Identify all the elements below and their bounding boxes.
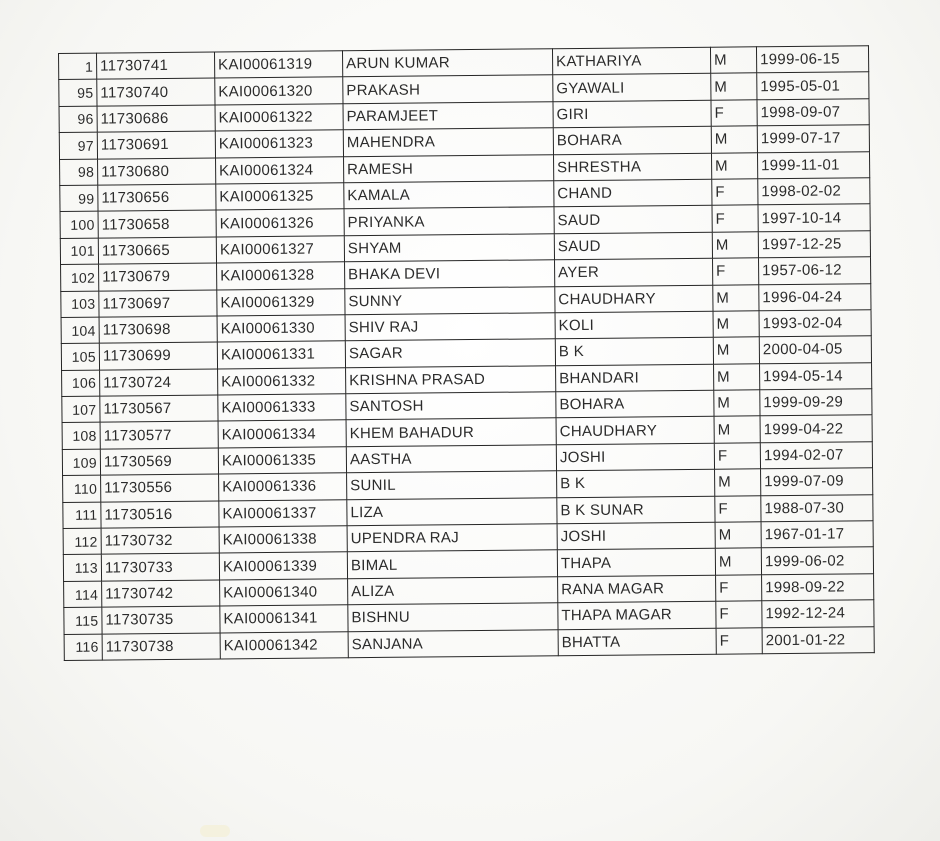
registration-number-cell: KAI00061341 — [220, 605, 348, 633]
roll-number-cell: 11730740 — [97, 78, 215, 106]
gender-cell: F — [712, 179, 758, 206]
gender-cell: M — [713, 284, 759, 311]
last-name-cell: BHANDARI — [556, 364, 714, 392]
registration-number-cell: KAI00061324 — [216, 156, 344, 184]
date-of-birth-cell: 1967-01-17 — [761, 521, 873, 548]
gender-cell: F — [716, 601, 762, 628]
first-name-cell: SUNNY — [345, 286, 555, 314]
last-name-cell: B K — [557, 469, 715, 497]
last-name-cell: AYER — [555, 258, 713, 286]
roll-number-cell: 11730679 — [99, 263, 217, 291]
serial-number-cell: 101 — [60, 238, 98, 265]
roll-number-cell: 11730697 — [99, 290, 217, 318]
serial-number-cell: 99 — [60, 185, 98, 212]
serial-number-cell: 109 — [62, 449, 100, 476]
last-name-cell: SHRESTHA — [553, 153, 711, 181]
date-of-birth-cell: 1998-09-07 — [757, 98, 869, 125]
gender-cell: F — [716, 627, 762, 654]
serial-number-cell: 105 — [61, 343, 99, 370]
serial-number-cell: 103 — [61, 291, 99, 318]
student-roll-table — [58, 45, 875, 661]
first-name-cell: UPENDRA RAJ — [347, 524, 557, 552]
date-of-birth-cell: 1995-05-01 — [757, 72, 869, 99]
date-of-birth-cell: 1997-12-25 — [758, 230, 870, 257]
first-name-cell: LIZA — [347, 497, 557, 525]
date-of-birth-cell: 1999-07-17 — [757, 125, 869, 152]
serial-number-cell: 96 — [59, 106, 97, 133]
first-name-cell: ALIZA — [348, 577, 558, 605]
last-name-cell: B K SUNAR — [557, 496, 715, 524]
registration-number-cell: KAI00061340 — [220, 579, 348, 607]
roll-number-cell: 11730686 — [97, 105, 215, 133]
first-name-cell: SHIV RAJ — [345, 313, 555, 341]
roll-number-cell: 11730567 — [100, 395, 218, 423]
date-of-birth-cell: 1997-10-14 — [758, 204, 870, 231]
roll-number-cell: 11730577 — [100, 421, 218, 449]
roll-list-sheet — [58, 45, 874, 661]
last-name-cell: JOSHI — [557, 522, 715, 550]
gender-cell: F — [715, 495, 761, 522]
last-name-cell: SAUD — [554, 232, 712, 260]
roll-number-cell: 11730741 — [97, 52, 215, 80]
serial-number-cell: 98 — [60, 159, 98, 186]
gender-cell: M — [714, 416, 760, 443]
roll-number-cell: 11730735 — [102, 606, 220, 634]
last-name-cell: GYAWALI — [553, 74, 711, 102]
serial-number-cell: 110 — [63, 475, 101, 502]
date-of-birth-cell: 1999-09-29 — [760, 389, 872, 416]
gender-cell: F — [713, 258, 759, 285]
first-name-cell: RAMESH — [344, 154, 554, 182]
registration-number-cell: KAI00061333 — [218, 394, 346, 422]
serial-number-cell: 116 — [64, 634, 102, 661]
registration-number-cell: KAI00061334 — [218, 420, 346, 448]
registration-number-cell: KAI00061327 — [216, 235, 344, 263]
gender-cell: M — [711, 126, 757, 153]
date-of-birth-cell: 1957-06-12 — [758, 257, 870, 284]
roll-number-cell: 11730665 — [98, 237, 216, 265]
roll-number-cell: 11730698 — [99, 316, 217, 344]
first-name-cell: PARAMJEET — [343, 102, 553, 130]
last-name-cell: BOHARA — [556, 390, 714, 418]
roll-number-cell: 11730680 — [98, 158, 216, 186]
first-name-cell: KAMALA — [344, 181, 554, 209]
first-name-cell: SANJANA — [348, 629, 558, 657]
date-of-birth-cell: 1999-04-22 — [760, 415, 872, 442]
last-name-cell: THAPA MAGAR — [558, 601, 716, 629]
gender-cell: F — [711, 100, 757, 127]
gender-cell: M — [711, 73, 757, 100]
date-of-birth-cell: 2000-04-05 — [759, 336, 871, 363]
serial-number-cell: 114 — [64, 581, 102, 608]
registration-number-cell: KAI00061325 — [216, 183, 344, 211]
date-of-birth-cell: 1988-07-30 — [761, 494, 873, 521]
registration-number-cell: KAI00061336 — [219, 473, 347, 501]
registration-number-cell: KAI00061332 — [218, 367, 346, 395]
gender-cell: M — [715, 522, 761, 549]
first-name-cell: KRISHNA PRASAD — [346, 365, 556, 393]
gender-cell: M — [714, 390, 760, 417]
registration-number-cell: KAI00061323 — [215, 130, 343, 158]
gender-cell: M — [715, 548, 761, 575]
roll-number-cell: 11730556 — [101, 474, 219, 502]
roll-number-cell: 11730732 — [101, 527, 219, 555]
gender-cell: M — [712, 232, 758, 259]
date-of-birth-cell: 1994-05-14 — [760, 362, 872, 389]
gender-cell: M — [711, 152, 757, 179]
last-name-cell: KATHARIYA — [552, 47, 710, 75]
roll-number-cell: 11730691 — [97, 131, 215, 159]
date-of-birth-cell: 1999-06-15 — [756, 46, 868, 73]
paper-smudge — [200, 825, 230, 837]
first-name-cell: AASTHA — [346, 445, 556, 473]
serial-number-cell: 113 — [63, 555, 101, 582]
last-name-cell: CHAND — [554, 179, 712, 207]
serial-number-cell: 115 — [64, 607, 102, 634]
gender-cell: M — [714, 363, 760, 390]
date-of-birth-cell: 1993-02-04 — [759, 310, 871, 337]
roll-number-cell: 11730516 — [101, 501, 219, 529]
serial-number-cell: 104 — [61, 317, 99, 344]
first-name-cell: BHAKA DEVI — [345, 260, 555, 288]
first-name-cell: KHEM BAHADUR — [346, 418, 556, 446]
roll-number-cell: 11730699 — [99, 342, 217, 370]
gender-cell: F — [714, 443, 760, 470]
date-of-birth-cell: 1992-12-24 — [762, 600, 874, 627]
first-name-cell: SUNIL — [347, 471, 557, 499]
gender-cell: M — [715, 469, 761, 496]
date-of-birth-cell: 1996-04-24 — [759, 283, 871, 310]
serial-number-cell: 107 — [62, 396, 100, 423]
date-of-birth-cell: 1998-02-02 — [758, 178, 870, 205]
registration-number-cell: KAI00061335 — [218, 447, 346, 475]
serial-number-cell: 1 — [59, 53, 97, 80]
roll-number-cell: 11730658 — [98, 210, 216, 238]
last-name-cell: JOSHI — [556, 443, 714, 471]
first-name-cell: MAHENDRA — [343, 128, 553, 156]
last-name-cell: CHAUDHARY — [556, 417, 714, 445]
gender-cell: F — [712, 205, 758, 232]
last-name-cell: RANA MAGAR — [558, 575, 716, 603]
first-name-cell: PRIYANKA — [344, 207, 554, 235]
roll-number-cell: 11730569 — [100, 448, 218, 476]
table-body — [59, 46, 875, 661]
date-of-birth-cell: 2001-01-22 — [762, 626, 874, 653]
registration-number-cell: KAI00061342 — [220, 631, 348, 659]
last-name-cell: KOLI — [555, 311, 713, 339]
last-name-cell: B K — [555, 338, 713, 366]
serial-number-cell: 112 — [63, 528, 101, 555]
first-name-cell: SANTOSH — [346, 392, 556, 420]
date-of-birth-cell: 1998-09-22 — [762, 574, 874, 601]
roll-number-cell: 11730738 — [102, 633, 220, 661]
date-of-birth-cell: 1999-06-02 — [761, 547, 873, 574]
roll-number-cell: 11730656 — [98, 184, 216, 212]
registration-number-cell: KAI00061322 — [215, 104, 343, 132]
last-name-cell: SAUD — [554, 206, 712, 234]
serial-number-cell: 111 — [63, 502, 101, 529]
registration-number-cell: KAI00061337 — [219, 499, 347, 527]
first-name-cell: BISHNU — [348, 603, 558, 631]
gender-cell: M — [713, 337, 759, 364]
last-name-cell: GIRI — [553, 100, 711, 128]
registration-number-cell: KAI00061329 — [217, 288, 345, 316]
registration-number-cell: KAI00061339 — [219, 552, 347, 580]
date-of-birth-cell: 1994-02-07 — [760, 442, 872, 469]
last-name-cell: BOHARA — [553, 126, 711, 154]
registration-number-cell: KAI00061320 — [215, 77, 343, 105]
gender-cell: M — [710, 47, 756, 74]
last-name-cell: BHATTA — [558, 628, 716, 656]
first-name-cell: BIMAL — [347, 550, 557, 578]
date-of-birth-cell: 1999-11-01 — [757, 151, 869, 178]
registration-number-cell: KAI00061328 — [217, 262, 345, 290]
serial-number-cell: 102 — [61, 264, 99, 291]
roll-number-cell: 11730733 — [101, 553, 219, 581]
registration-number-cell: KAI00061331 — [217, 341, 345, 369]
last-name-cell: THAPA — [557, 549, 715, 577]
roll-number-cell: 11730742 — [102, 580, 220, 608]
first-name-cell: SAGAR — [345, 339, 555, 367]
gender-cell: F — [716, 575, 762, 602]
registration-number-cell: KAI00061319 — [214, 51, 342, 79]
roll-number-cell: 11730724 — [100, 369, 218, 397]
gender-cell: M — [713, 311, 759, 338]
registration-number-cell: KAI00061330 — [217, 315, 345, 343]
registration-number-cell: KAI00061326 — [216, 209, 344, 237]
first-name-cell: ARUN KUMAR — [342, 49, 552, 77]
serial-number-cell: 106 — [62, 370, 100, 397]
first-name-cell: SHYAM — [344, 233, 554, 261]
serial-number-cell: 95 — [59, 80, 97, 107]
date-of-birth-cell: 1999-07-09 — [761, 468, 873, 495]
serial-number-cell: 100 — [60, 211, 98, 238]
first-name-cell: PRAKASH — [343, 75, 553, 103]
registration-number-cell: KAI00061338 — [219, 526, 347, 554]
serial-number-cell: 108 — [62, 423, 100, 450]
serial-number-cell: 97 — [59, 132, 97, 159]
last-name-cell: CHAUDHARY — [555, 285, 713, 313]
